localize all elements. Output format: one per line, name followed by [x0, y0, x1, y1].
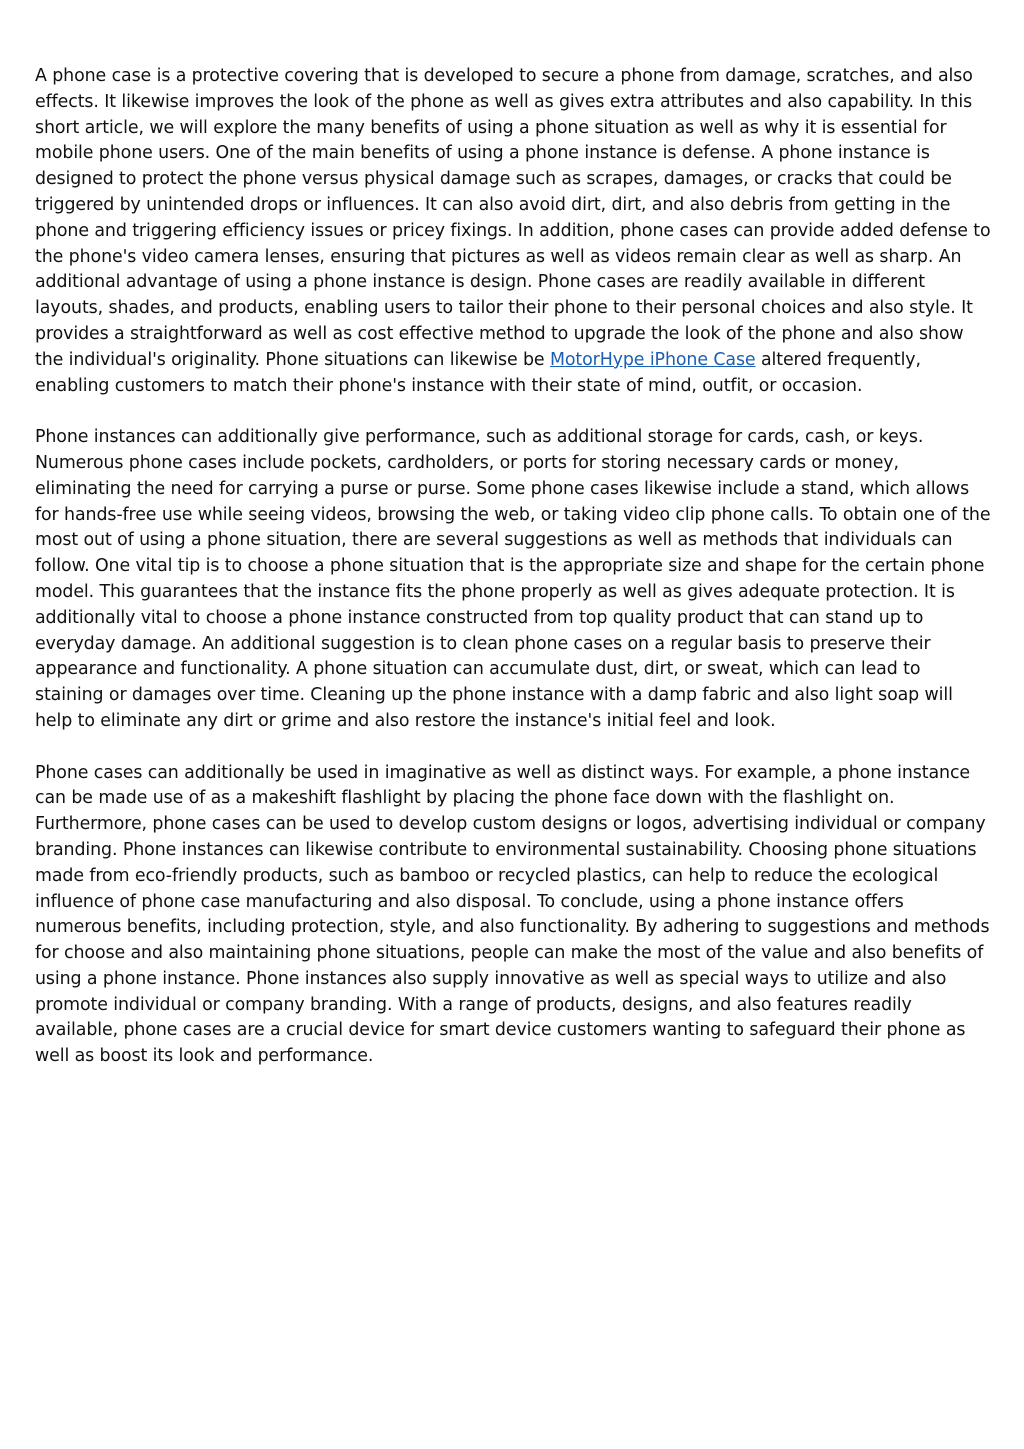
paragraph-3: Phone cases can additionally be used in imaginative as well as distinct ways. For example, a phone instance can be made use of as a makeshift flashlight by placing the phone face down with the flashlight on. Furthermore, phone cases can be used to develop custom designs or logos, advertising individual or company branding. Phone instances can likewise contribute to environmental sustainability. Choosing phone situations made from eco-friendly products, such as bamboo or recycled plastics, can help to reduce the ecological influence of phone case manufacturing and also disposal. To conclude, using a phone instance offers numerous benefits, including protection, style, and also functionality. By adhering to suggestions and methods for choose and also maintaining phone situations, people can make the most of the value and also benefits of using a phone instance. Phone instances also supply innovative as well as special ways to utilize and also promote individual or company branding. With a range of products, designs, and also features readily available, phone cases are a crucial device for smart device customers wanting to safeguard their phone as well as boost its look and performance. — [35, 762, 990, 1067]
article-body — [35, 64, 991, 1096]
paragraph-1-text-after-link: altered frequently, enabling customers to match their phone's instance with their state of mind, outfit, or occasion. — [35, 349, 921, 396]
paragraph-2: Phone instances can additionally give performance, such as additional storage for cards, cash, or keys. Numerous phone cases include pockets, cardholders, or ports for storing necessary cards or money, eliminating the need for carrying a purse or purse. Some phone cases likewise include a stand, which allows for hands-free use while seeing videos, browsing the web, or taking video clip phone calls. To obtain one of the most out of using a phone situation, there are several suggestions as well as methods that individuals can follow. One vital tip is to choose a phone situation that is the appropriate size and shape for the certain phone model. This guarantees that the instance fits the phone properly as well as gives adequate protection. It is additionally vital to choose a phone instance constructed from top quality product that can stand up to everyday damage. An additional suggestion is to clean phone cases on a regular basis to preserve their appearance and functionality. A phone situation can accumulate dust, dirt, or sweat, which can lead to staining or damages over time. Cleaning up the phone instance with a damp fabric and also light soap will help to eliminate any dirt or grime and also restore the instance's initial feel and look. — [35, 427, 991, 731]
motorhype-iphone-case-link[interactable]: MotorHype iPhone Case — [549, 349, 756, 370]
paragraph-1 — [35, 64, 991, 399]
paragraph-1-text-before-link: A phone case is a protective covering that is developed to secure a phone from damage, scratches, and also effects. It likewise improves the look of the phone as well as gives extra attributes and also capability. In this short article, we will explore the many benefits of using a phone situation as well as why it is essential for mobile phone users. One of the main benefits of using a phone instance is defense. A phone instance is designed to protect the phone versus physical damage such as scrapes, damages, or cracks that could be triggered by unintended drops or influences. It can also avoid dirt, dirt, and also debris from getting in the phone and triggering efficiency issues or pricey fixings. In addition, phone cases can provide added defense to the phone's video camera lenses, ensuring that pictures as well as videos remain clear as well as sharp. An additional advantage of using a phone instance is design. Phone cases are readily available in different layouts, shades, and products, enabling users to tailor their phone to their personal choices and also style. It provides a straightforward as well as cost effective method to upgrade the look of the phone and also show the individual's originality. Phone situations can likewise be — [35, 66, 991, 370]
